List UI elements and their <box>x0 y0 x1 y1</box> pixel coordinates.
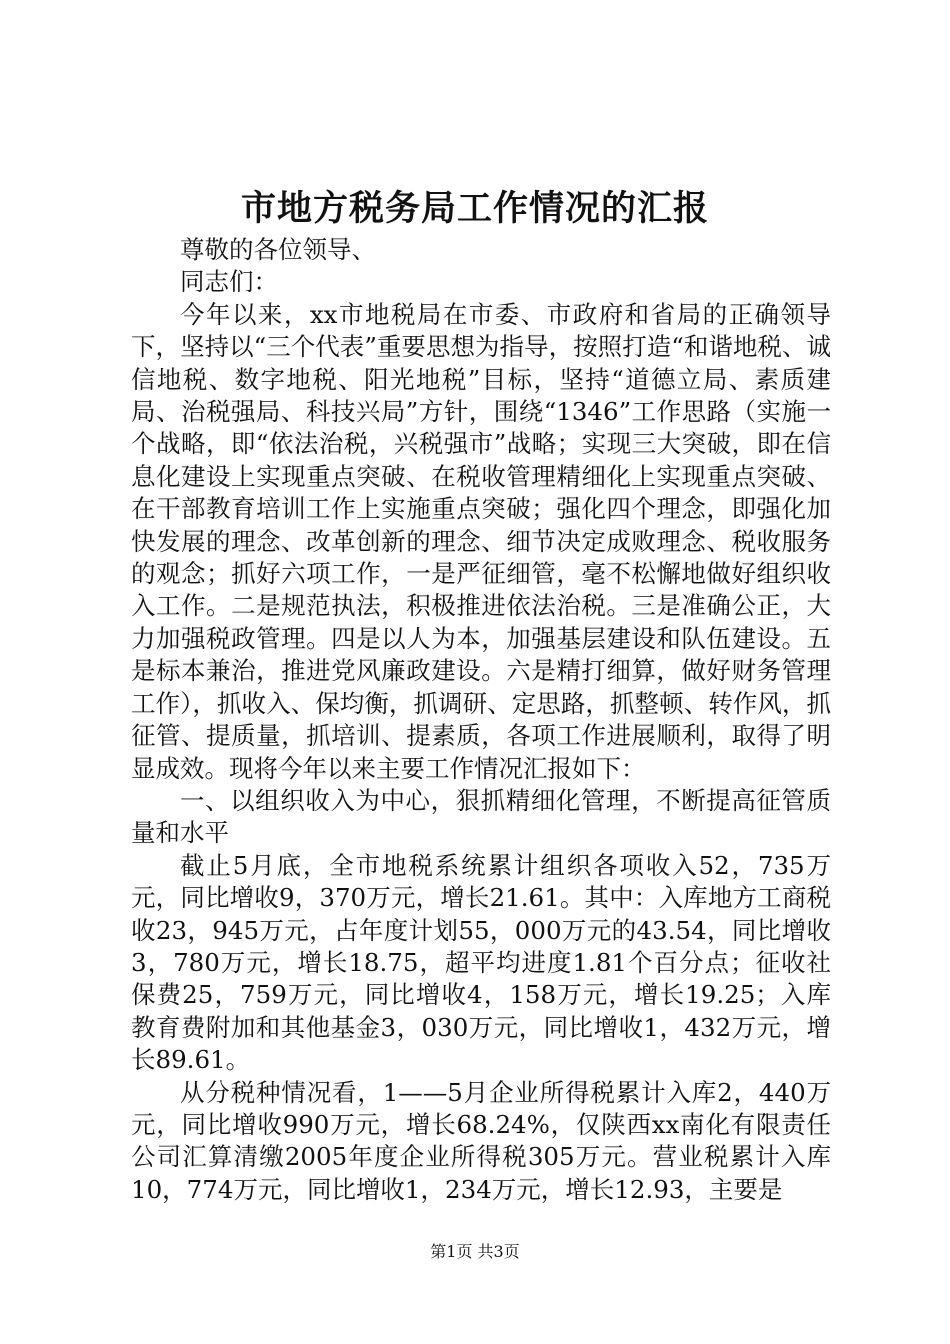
paragraph-revenue-summary: 截止5月底，全市地税系统累计组织各项收入52，735万元，同比增收9，370万元，增长21.61。其中：入库地方工商税收23，945万元，占年度计划55，000万元的43.54，同比增收3，780万元，增长18.75，超平均进度1.81个百分点；征收社保费25，759万元，同比增收4，158万元，增长19.25；入库教育费附加和其他基金3，030万元，同比增收1，432万元，增长89.61。 <box>131 850 831 1075</box>
document-body <box>131 234 831 1206</box>
document-title: 市地方税务局工作情况的汇报 <box>240 188 709 229</box>
paragraph-tax-breakdown: 从分税种情况看，1——5月企业所得税累计入库2，440万元，同比增收990万元，增长68.24%，仅陕西xx南化有限责任公司汇算清缴2005年度企业所得税305万元。营业税累计入库10，774万元，同比增收1，234万元，增长12.93，主要是 <box>131 1077 831 1204</box>
paragraph-introduction: 今年以来，xx市地税局在市委、市政府和省局的正确领导下，坚持以“三个代表”重要思想为指导，按照打造“和谐地税、诚信地税、数字地税、阳光地税”目标，坚持“道德立局、素质建局、治税强局、科技兴局”方针，围绕“1346”工作思路（实施一个战略，即“依法治税，兴税强市”战略；实现三大突破，即在信息化建设上实现重点突破、在税收管理精细化上实现重点突破、在干部教育培训工作上实施重点突破；强化四个理念，即强化加快发展的理念、改革创新的理念、细节决定成败理念、税收服务的观念；抓好六项工作，一是严征细管，毫不松懈地做好组织收入工作。二是规范执法，积极推进依法治税。三是准确公正，大力加强税政管理。四是以人为本，加强基层建设和队伍建设。五是标本兼治，推进党风廉政建设。六是精打细算，做好财务管理工作），抓收入、保均衡，抓调研、定思路，抓整顿、转作风，抓征管、提质量，抓培训、提素质，各项工作进展顺利，取得了明显成效。现将今年以来主要工作情况汇报如下： <box>131 299 831 783</box>
paragraph-salutation-2: 同志们： <box>180 267 278 297</box>
paragraph-section-heading-1: 一、以组织收入为中心，狠抓精细化管理，不断提高征管质量和水平 <box>131 785 831 848</box>
page-footer: 第1页 共3页 <box>430 1242 520 1261</box>
paragraph-salutation-1: 尊敬的各位领导、 <box>180 235 376 264</box>
